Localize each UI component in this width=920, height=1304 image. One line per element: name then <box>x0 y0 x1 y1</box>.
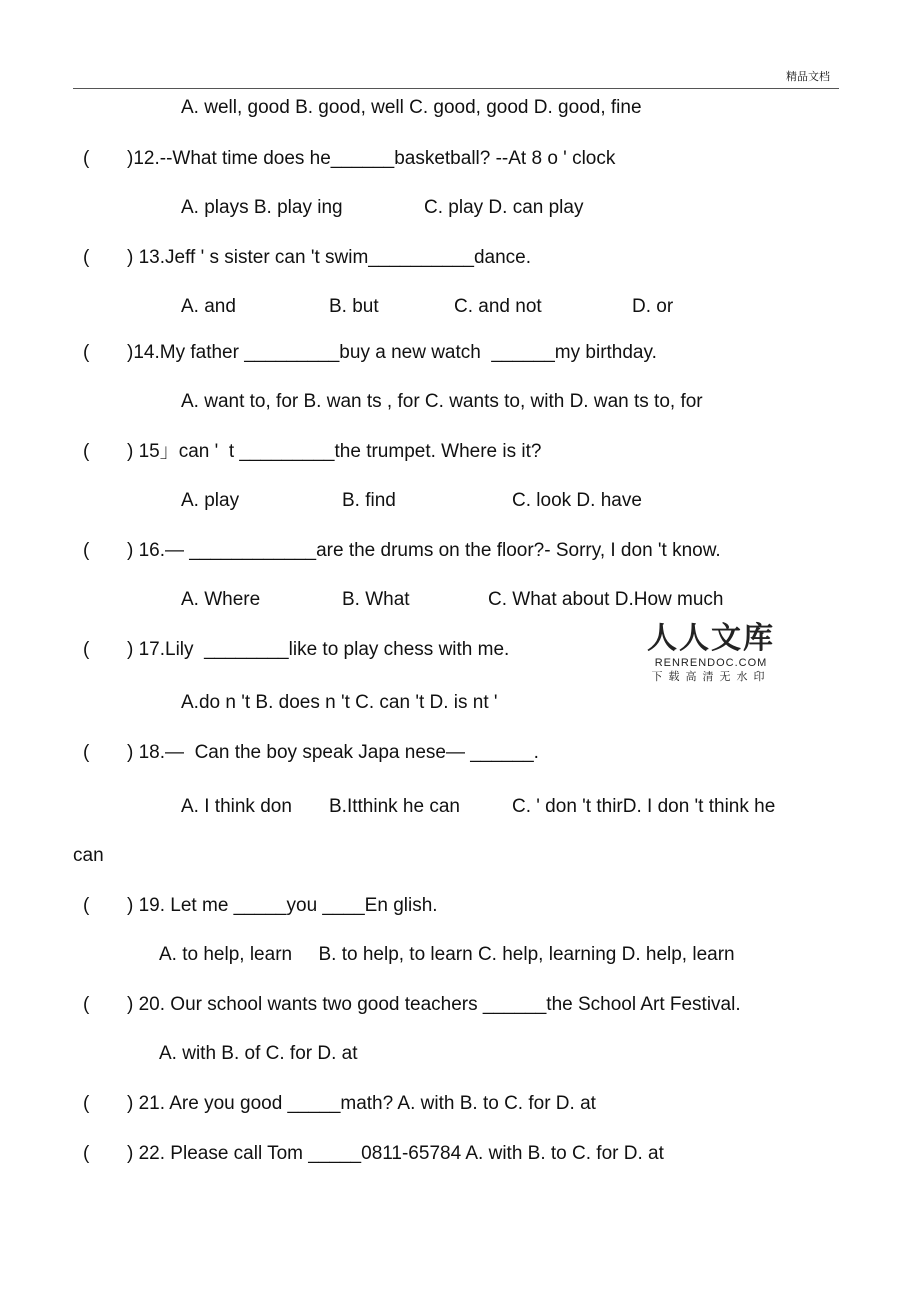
question-13: ) 13.Jeff ' s sister can 't swim__________dance. <box>127 247 532 268</box>
option-q13-b: B. but <box>329 296 379 317</box>
options-q20: A. with B. of C. for D. at <box>159 1043 358 1064</box>
answer-paren-q17: ( <box>83 639 90 660</box>
watermark-logo-url: RENRENDOC.COM <box>654 657 768 669</box>
option-q13-a: A. and <box>181 296 236 317</box>
question-16: ) 16.— ____________are the drums on the floor?- Sorry, I don 't know. <box>127 540 721 561</box>
options-q15-cd: C. look D. have <box>512 490 642 511</box>
options-q17: A.do n 't B. does n 't C. can 't D. is nt ' <box>181 692 498 713</box>
answer-paren-q15: ( <box>83 441 90 462</box>
watermark-logo-subtitle: 下载高清无水印 <box>651 671 771 683</box>
header-label: 精品文档 <box>786 71 830 83</box>
answer-paren-q20: ( <box>83 994 90 1015</box>
answer-paren-q18: ( <box>83 742 90 763</box>
options-q14: A. want to, for B. wan ts , for C. wants to, with D. wan ts to, for <box>181 391 703 412</box>
question-22: ) 22. Please call Tom _____0811-65784 A. with B. to C. for D. at <box>127 1143 664 1164</box>
option-q18-b: B.Itthink he can <box>329 796 460 817</box>
options-q18-wrap: can <box>73 845 104 866</box>
question-20: ) 20. Our school wants two good teachers ______the School Art Festival. <box>127 994 741 1015</box>
answer-paren-q22: ( <box>83 1143 90 1164</box>
option-q16-a: A. Where <box>181 589 261 610</box>
option-q15-a: A. play <box>181 490 240 511</box>
question-17: ) 17.Lily ________like to play chess with me. <box>127 639 510 660</box>
options-q11: A. well, good B. good, well C. good, good D. good, fine <box>181 97 642 118</box>
options-q12-ab: A. plays B. play ing <box>181 197 343 218</box>
answer-paren-q21: ( <box>83 1093 90 1114</box>
answer-paren-q12: ( <box>83 148 90 169</box>
option-q18-a: A. I think don <box>181 796 292 817</box>
option-q15-b: B. find <box>342 490 396 511</box>
watermark-logo <box>646 622 776 684</box>
question-18: ) 18.— Can the boy speak Japa nese— ______. <box>127 742 539 763</box>
answer-paren-q19: ( <box>83 895 90 916</box>
option-q16-b: B. What <box>342 589 410 610</box>
option-q13-d: D. or <box>632 296 674 317</box>
options-q18-cd: C. ' don 't thirD. I don 't think he <box>512 796 776 817</box>
question-21: ) 21. Are you good _____math? A. with B. to C. for D. at <box>127 1093 596 1114</box>
watermark-logo-title: 人人文库 <box>647 621 775 656</box>
answer-paren-q16: ( <box>83 540 90 561</box>
options-q16-cd: C. What about D.How much <box>488 589 724 610</box>
answer-paren-q13: ( <box>83 247 90 268</box>
question-12: )12.--What time does he______basketball? --At 8 o ' clock <box>127 148 616 169</box>
option-q13-c: C. and not <box>454 296 542 317</box>
question-15: ) 15」can ' t _________the trumpet. Where is it? <box>127 441 542 462</box>
question-14: )14.My father _________buy a new watch ______my birthday. <box>127 342 657 363</box>
options-q12-cd: C. play D. can play <box>424 197 584 218</box>
header-rule <box>73 88 839 89</box>
answer-paren-q14: ( <box>83 342 90 363</box>
options-q19: A. to help, learn B. to help, to learn C. help, learning D. help, learn <box>159 944 735 965</box>
question-19: ) 19. Let me _____you ____En glish. <box>127 895 438 916</box>
